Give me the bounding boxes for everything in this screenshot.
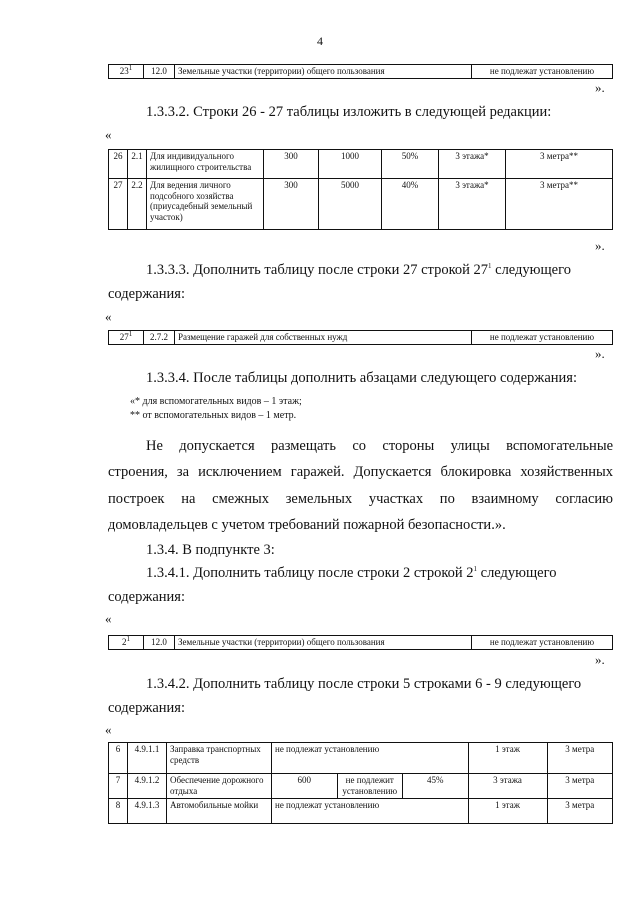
paragraph-1-3-4-1-cont: содержания: <box>108 589 186 605</box>
row-value: не подлежат установлению <box>472 331 613 345</box>
open-quote: « <box>105 127 112 142</box>
paragraph-1-3-3-3: 1.3.3.3. Дополнить таблицу после строки 27 строкой $27^1$ следующего <box>146 262 571 278</box>
row-percent: 50% <box>382 150 439 179</box>
row-height: 3 метра** <box>506 179 613 230</box>
row-min-area: 600 <box>272 774 338 799</box>
row-name: Обеспечение дорожного отдыха <box>167 774 272 799</box>
row-number: $2^1$ <box>109 636 144 650</box>
table-row <box>109 636 613 650</box>
row-min-area: 300 <box>264 179 319 230</box>
row-number: 27 <box>109 179 128 230</box>
table-row-23-1 <box>108 64 613 79</box>
footnote-2: ** от вспомогательных видов – 1 метр. <box>130 410 297 421</box>
row-number: $27^1$ <box>109 331 144 345</box>
table-row <box>109 65 613 79</box>
row-height: 3 метра** <box>506 150 613 179</box>
body-line-3: построек на смежных земельных участках по взаимному согласию <box>108 491 613 507</box>
paragraph-1-3-3-3-cont: содержания: <box>108 286 186 302</box>
row-height: 3 метра <box>547 743 613 774</box>
table-row <box>109 743 613 774</box>
body-line-1: Не допускается размещать со стороны улицы вспомогательные <box>146 438 613 454</box>
open-quote: « <box>105 309 112 324</box>
page-number: 4 <box>317 34 323 48</box>
close-quote: ». <box>595 346 605 361</box>
paragraph-1-3-4-2-cont: содержания: <box>108 700 186 716</box>
row-value: не подлежат установлению <box>472 636 613 650</box>
row-number: $23^1$ <box>109 65 144 79</box>
row-number: 7 <box>109 774 128 799</box>
table-row <box>109 331 613 345</box>
row-floors: 1 этаж <box>468 799 547 824</box>
row-code: 4.9.1.3 <box>128 799 167 824</box>
row-name: Земельные участки (территории) общего пользования <box>175 636 472 650</box>
row-number: 26 <box>109 150 128 179</box>
table-row <box>109 774 613 799</box>
close-quote: ». <box>595 238 605 253</box>
row-code: 4.9.1.1 <box>128 743 167 774</box>
paragraph-1-3-4-1: 1.3.4.1. Дополнить таблицу после строки 2 строкой $2^1$ следующего <box>146 565 557 581</box>
row-size: не подлежат установлению <box>272 743 469 774</box>
row-name: Для ведения личного подсобного хозяйства (приусадебный земельный участок) <box>147 179 264 230</box>
row-name: Размещение гаражей для собственных нужд <box>175 331 472 345</box>
row-code: 2.1 <box>128 150 147 179</box>
body-line-4: домовладельцев с учетом требований пожарной безопасности.». <box>108 517 506 533</box>
table-row-2-1 <box>108 635 613 650</box>
row-name: Земельные участки (территории) общего пользования <box>175 65 472 79</box>
row-max-area: 5000 <box>319 179 382 230</box>
table-rows-6-9 <box>108 742 613 824</box>
table-row-27-1 <box>108 330 613 345</box>
row-name: Автомобильные мойки <box>167 799 272 824</box>
table-row <box>109 150 613 179</box>
paragraph-1-3-3-4: 1.3.3.4. После таблицы дополнить абзацами следующего содержания: <box>146 370 577 386</box>
row-size: не подлежат установлению <box>272 799 469 824</box>
open-quote: « <box>105 611 112 626</box>
row-min-area: 300 <box>264 150 319 179</box>
table-rows-26-27 <box>108 149 613 230</box>
close-quote: ». <box>595 652 605 667</box>
row-code: 12.0 <box>144 636 175 650</box>
row-max-area: 1000 <box>319 150 382 179</box>
row-name: Для индивидуального жилищного строительства <box>147 150 264 179</box>
row-percent: 40% <box>382 179 439 230</box>
close-quote: ». <box>595 80 605 95</box>
row-floors: 3 этажа <box>468 774 547 799</box>
body-line-2: строения, за исключением гаражей. Допускается блокировка хозяйственных <box>108 464 613 480</box>
paragraph-1-3-4-2: 1.3.4.2. Дополнить таблицу после строки 5 строками 6 - 9 следующего <box>146 676 582 692</box>
row-name: Заправка транспортных средств <box>167 743 272 774</box>
paragraph-1-3-3-2: 1.3.3.2. Строки 26 - 27 таблицы изложить в следующей редакции: <box>146 104 552 120</box>
row-number: 6 <box>109 743 128 774</box>
row-max-area: не подлежит установлению <box>337 774 403 799</box>
table-row <box>109 179 613 230</box>
row-height: 3 метра <box>547 774 613 799</box>
row-value: не подлежат установлению <box>472 65 613 79</box>
row-code: 12.0 <box>144 65 175 79</box>
table-row <box>109 799 613 824</box>
row-percent: 45% <box>403 774 469 799</box>
footnote-1: «* для вспомогательных видов – 1 этаж; <box>130 396 302 407</box>
row-code: 2.7.2 <box>144 331 175 345</box>
open-quote: « <box>105 722 112 737</box>
paragraph-1-3-4: 1.3.4. В подпункте 3: <box>146 542 275 558</box>
row-number: 8 <box>109 799 128 824</box>
row-floors: 1 этаж <box>468 743 547 774</box>
row-floors: 3 этажа* <box>439 150 506 179</box>
row-code: 2.2 <box>128 179 147 230</box>
row-height: 3 метра <box>547 799 613 824</box>
row-floors: 3 этажа* <box>439 179 506 230</box>
row-code: 4.9.1.2 <box>128 774 167 799</box>
